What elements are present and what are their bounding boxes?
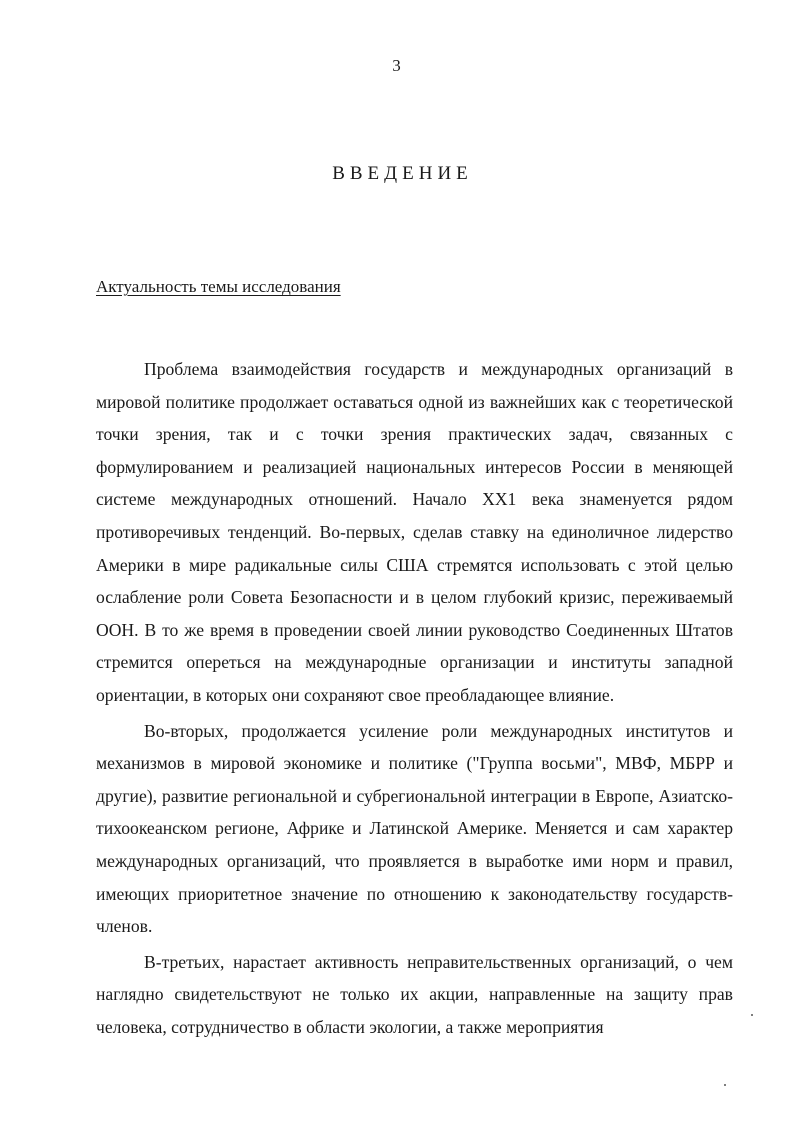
body-text — [96, 353, 733, 1043]
page-title: ВВЕДЕНИЕ — [332, 163, 473, 184]
paragraph-3: В-третьих, нарастает активность неправительственных организаций, о чем наглядно свидетельствуют не только их акции, направленные на защиту прав человека, сотрудничество в области экологии, а также мероприятия — [96, 951, 733, 1037]
scan-speck — [751, 1014, 753, 1016]
section-heading: Актуальность темы исследования — [96, 277, 341, 296]
page-number: 3 — [392, 56, 401, 75]
paragraph-1: Проблема взаимодействия государств и международных организаций в мировой политике продолжает оставаться одной из важнейших как с теоретической точки зрения, так и с точки зрения практических задач, связанных с формулированием и реализацией национальных интересов России в меняющей системе международных отношений. Начало ХХ1 века знаменуется рядом противоречивых тенденций. Во-первых, сделав ставку на единоличное лидерство Америки в мире радикальные силы США стремятся использовать с этой целью ослабление роли Совета Безопасности и в целом глубокий кризис, переживаемый ООН. В то же время в проведении своей линии руководство Соединенных Штатов стремится опереться на международные организации и институты западной ориентации, в которых они сохраняют свое преобладающее влияние. — [96, 359, 733, 705]
scan-speck — [724, 1084, 726, 1086]
paragraph-2: Во-вторых, продолжается усиление роли международных институтов и механизмов в мировой экономике и политике ("Группа восьми", МВФ, МБРР и другие), развитие региональной и субрегиональной интеграции в Европе, Азиатско-тихоокеанском регионе, Африке и Латинской Америке. Меняется и сам характер международных организаций, что проявляется в выработке ими норм и правил, имеющих приоритетное значение по отношению к законодательству государств-членов. — [96, 720, 733, 937]
